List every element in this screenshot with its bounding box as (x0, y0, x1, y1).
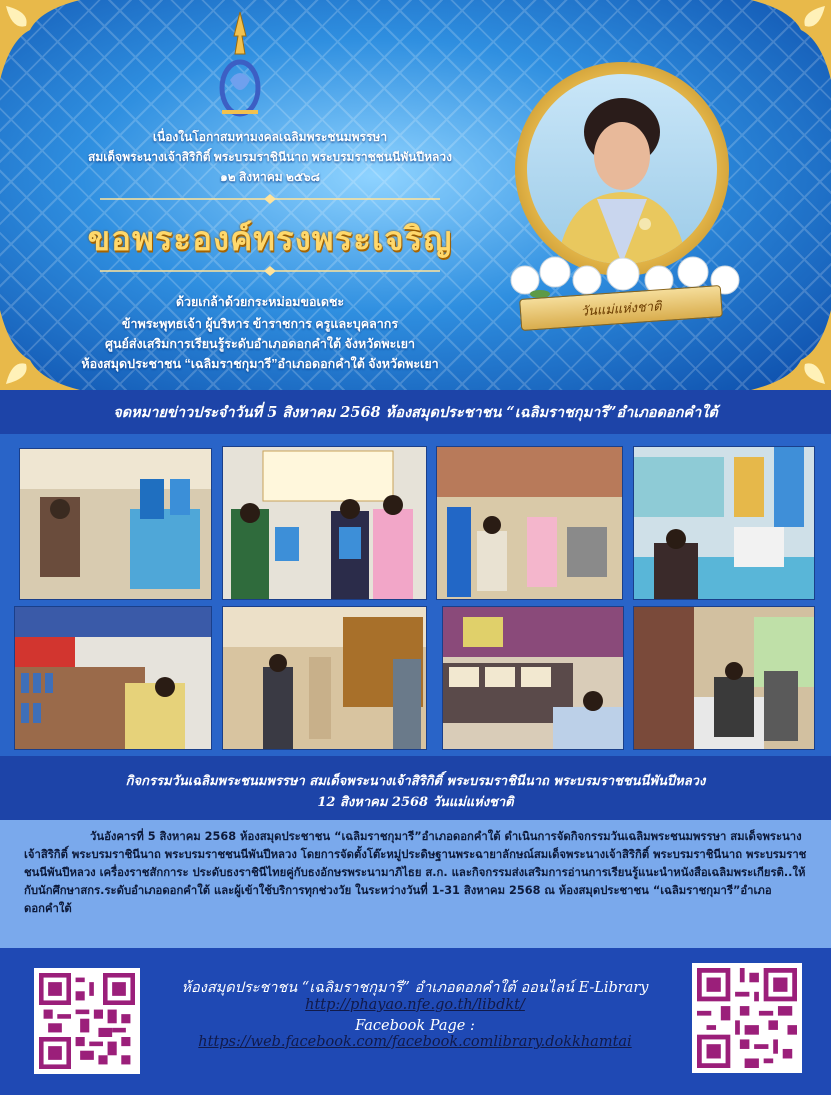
homage-line-2: ข้าพระพุทธเจ้า ผู้บริหาร ข้าราชการ ครูและบุคลากร (121, 317, 399, 331)
occasion-line-1: เนื่องในโอกาสมหามงคลเฉลิมพระชนมพรรษา (152, 130, 388, 144)
caption-line-2: 12 สิงหาคม 2568 วันแม่แห่งชาติ (317, 795, 514, 810)
activity-caption (0, 756, 831, 820)
activity-photo (19, 448, 212, 600)
gold-divider-icon (100, 266, 440, 276)
body-text-box (0, 820, 831, 948)
gold-corner-ornament-icon (0, 0, 80, 80)
occasion-line-2: สมเด็จพระนางเจ้าสิริกิติ์ พระบรมราชินีนาถ พระบรมราชชนนีพันปีหลวง (88, 150, 452, 164)
activity-photo (14, 606, 212, 750)
activity-photo (442, 606, 624, 750)
portrait-figure-icon (527, 74, 717, 264)
royal-portrait (527, 74, 717, 264)
facebook-link[interactable]: https://web.facebook.com/facebook.comlibrary.dokkhamtai (198, 1034, 632, 1050)
gold-corner-ornament-icon (751, 310, 831, 390)
long-live-headline: ขอพระองค์ทรงพระเจริญ (87, 222, 453, 258)
facebook-row (150, 1018, 680, 1050)
royal-banner (0, 0, 831, 390)
caption-line-1: กิจกรรมวันเฉลิมพระชนมพรรษา สมเด็จพระนางเจ้าสิริกิติ์ พระบรมราชินีนาถ พระบรมราชชนนีพันปีหลวง (125, 774, 706, 789)
activity-photo (633, 446, 815, 600)
elibrary-link[interactable]: http://phayao.nfe.go.th/libdkt/ (305, 997, 525, 1013)
elibrary-link-row (150, 997, 680, 1013)
homage-line-4: ห้องสมุดประชาชน “เฉลิมราชกุมารี”อำเภอดอกคำใต้ จังหวัดพะเยา (81, 357, 439, 371)
homage-line-3: ศูนย์ส่งเสริมการเรียนรู้ระดับอำเภอดอกคำใต้ จังหวัดพะเยา (105, 337, 415, 351)
activity-photo (222, 446, 427, 600)
royal-cipher-emblem-icon (212, 10, 268, 120)
activity-photo (436, 446, 623, 600)
royal-portrait-frame (515, 62, 729, 276)
newsletter-headline: จดหมายข่าวประจำวันที่ 5 สิงหาคม 2568 ห้องสมุดประชาชน “เฉลิมราชกุมารี”อำเภอดอกคำใต้ (0, 390, 831, 434)
occasion-date: ๑๒ สิงหาคม ๒๕๖๘ (220, 170, 320, 184)
qr-code-icon (697, 968, 797, 1068)
gold-corner-ornament-icon (751, 0, 831, 80)
photo-grid (0, 434, 831, 756)
qr-code-elibrary[interactable] (34, 968, 140, 1074)
facebook-label: Facebook Page : (355, 1018, 475, 1034)
qr-code-icon (39, 973, 135, 1069)
gold-divider-icon (100, 194, 440, 204)
mothers-day-ribbon: วันแม่แห่งชาติ (519, 285, 723, 331)
qr-code-facebook[interactable] (692, 963, 802, 1073)
activity-photo (222, 606, 427, 750)
body-paragraph: วันอังคารที่ 5 สิงหาคม 2568 ห้องสมุดประชาชน “เฉลิมราชกุมารี”อำเภอดอกคำใต้ ดำเนินการจัดกิจกรรมวันเฉลิมพระชนมพรรษา สมเด็จพระนางเจ้าสิริกิติ์ พระบรมราชินีนาถ พระบรมราชชนนีพันปีหลวง โดยการจัดตั้งโต๊ะหมู่ประดิษฐานพระฉายาลักษณ์สมเด็จพระนางเจ้าสิริกิติ์ พระบรมราชินีนาถ พระบรมราชชนนีพันปีหลวง เครื่องราชสักการะ ประดับธงราชินีไทยคู่กับธงอักษรพระนามาภิไธย ส.ก. และกิจกรรมส่งเสริมการอ่านการเรียนรู้แนะนำหนังสือเฉลิมพระเกียรติ..ให้กับนักศึกษาสกร.ระดับอำเภอดอกคำใต้ และผู้เข้าใช้บริการทุกช่วงวัย ในระหว่างวันที่ 1-31 สิงหาคม 2568 ณ ห้องสมุดประชาชน “เฉลิมราชกุมารี”อำเภอดอกคำใต้ (24, 830, 807, 915)
footer-title: ห้องสมุดประชาชน “เฉลิมราชกุมารี” อำเภอดอกคำใต้ ออนไลน์ E-Library (181, 980, 649, 996)
homage-line-1: ด้วยเกล้าด้วยกระหม่อมขอเดชะ (175, 295, 345, 309)
activity-photo (633, 606, 815, 750)
